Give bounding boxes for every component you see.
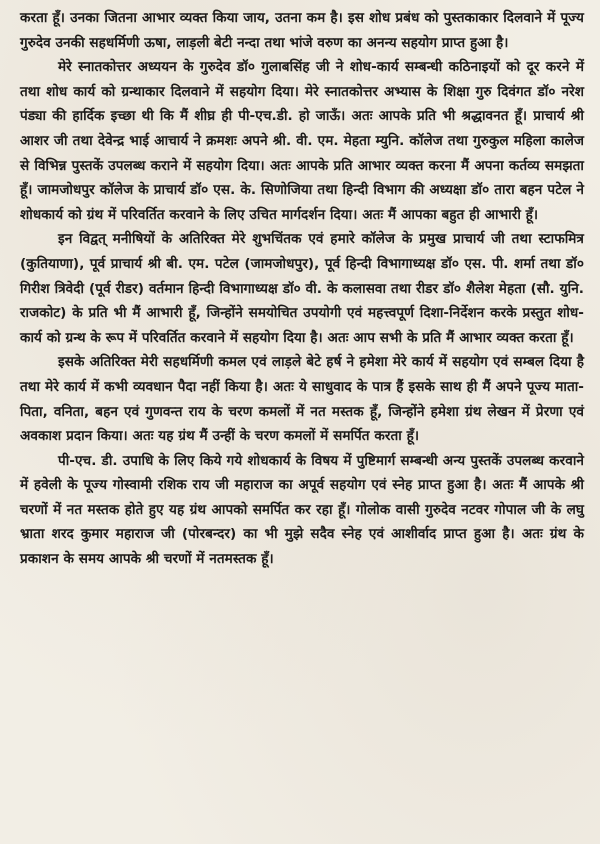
paragraph-4: इसके अतिरिक्त मेरी सहधर्मिणी कमल एवं लाड़ले बेटे हर्ष ने हमेशा मेरे कार्य में सहयोग एवं सम्बल दिया है तथा मेरे कार्य में कभी व्यवधान पैदा नहीं किया है। अतः ये साधुवाद के पात्र हैं इसके साथ ही मैं अपने पूज्य माता-पिता, वनिता, बहन एवं गुणवन्त राय के चरण कमलों में नत मस्तक हूँ, जिन्होंने हमेशा ग्रंथ लेखन में प्रेरणा एवं अवकाश प्रदान किया। अतः यह ग्रंथ मैं उन्हीं के चरण कमलों में समर्पित करता हूँ।: [20, 354, 584, 445]
paragraph-5: पी-एच. डी. उपाधि के लिए किये गये शोधकार्य के विषय में पुष्टिमार्ग सम्बन्धी अन्य पुस्तकें उपलब्ध करवाने में हवेली के पूज्य गोस्वामी रशिक राय जी महाराज का अपूर्व सहयोग एवं स्नेह प्राप्त हुआ है। अतः मैं आपके श्री चरणों में नत मस्तक होते हुए यह ग्रंथ आपको समर्पित कर रहा हूँ। गोलोक वासी गुरुदेव नटवर गोपाल जी के लघु भ्राता शरद कुमार महाराज जी (पोरबन्दर) का भी मुझे सदैव स्नेह एवं आशीर्वाद प्राप्त हुआ है। अतः ग्रंथ के प्रकाशन के समय आपके श्री चरणों में नतमस्तक हूँ।: [20, 452, 584, 568]
paragraph-3: इन विद्वत् मनीषियों के अतिरिक्त मेरे शुभचिंतक एवं हमारे कॉलेज के प्रमुख प्राचार्य जी तथा स्टाफमित्र (कुतियाणा), पूर्व प्राचार्य श्री बी. एम. पटेल (जामजोधपुर), पूर्व हिन्दी विभागाध्यक्ष डॉ० एस. पी. शर्मा तथा डॉ० गिरीश त्रिवेदी (पूर्व रीडर) वर्तमान हिन्दी विभागाध्यक्ष डॉ० वी. के कलासवा तथा रीडर डॉ० शैलेश मेहता (सौ. युनि. राजकोट) के प्रति भी मैं आभारी हूँ, जिन्होंने समयोचित उपयोगी एवं महत्त्वपूर्ण दिशा-निर्देशन करके प्रस्तुत शोध-कार्य को ग्रन्थ के रूप में परिवर्तित करवाने में सहयोग दिया है। अतः आप सभी के प्रति मैं आभार व्यक्त करता हूँ।: [20, 231, 584, 346]
paragraph-1: करता हूँ। उनका जितना आभार व्यक्त किया जाय, उतना कम है। इस शोध प्रबंध को पुस्तकाकार दिलवाने में पूज्य गुरुदेव उनकी सहधर्मिणी ऊषा, लाड़ली बेटी नन्दा तथा भांजे वरुण का अनन्य सहयोग प्राप्त हुआ है।: [20, 10, 584, 51]
paragraph-2: मेरे स्नातकोत्तर अध्ययन के गुरुदेव डॉ० गुलाबसिंह जी ने शोध-कार्य सम्बन्धी कठिनाइयों को दूर करने में तथा शोध कार्य को ग्रन्थाकार दिलवाने में सहयोग दिया। मेरे स्नातकोत्तर अभ्यास के शिक्षा गुरु दिवंगत डॉ० नरेश पंड्या की हार्दिक इच्छा थी कि मैं शीघ्र ही पी-एच.डी. हो जाऊँ। अतः आपके प्रति भी श्रद्धावनत हूँ। प्राचार्य श्री आशर जी तथा देवेन्द्र भाई आचार्य ने क्रमशः अपने श्री. वी. एम. मेहता म्युनि. कॉलेज तथा गुरुकुल महिला कालेज से विभिन्न पुस्तकें उपलब्ध कराने में सहयोग दिया। अतः आपके प्रति आभार व्यक्त करना मैं अपना कर्तव्य समझता हूँ। जामजोधपुर कॉलेज के प्राचार्य डॉ० एस. के. सिणोजिया तथा हिन्दी विभाग की अध्यक्षा डॉ० तारा बहन पटेल ने शोधकार्य को ग्रंथ में परिवर्तित करवाने के लिए उचित मार्गदर्शन दिया। अतः मैं आपका बहुत ही आभारी हूँ।: [20, 59, 584, 223]
